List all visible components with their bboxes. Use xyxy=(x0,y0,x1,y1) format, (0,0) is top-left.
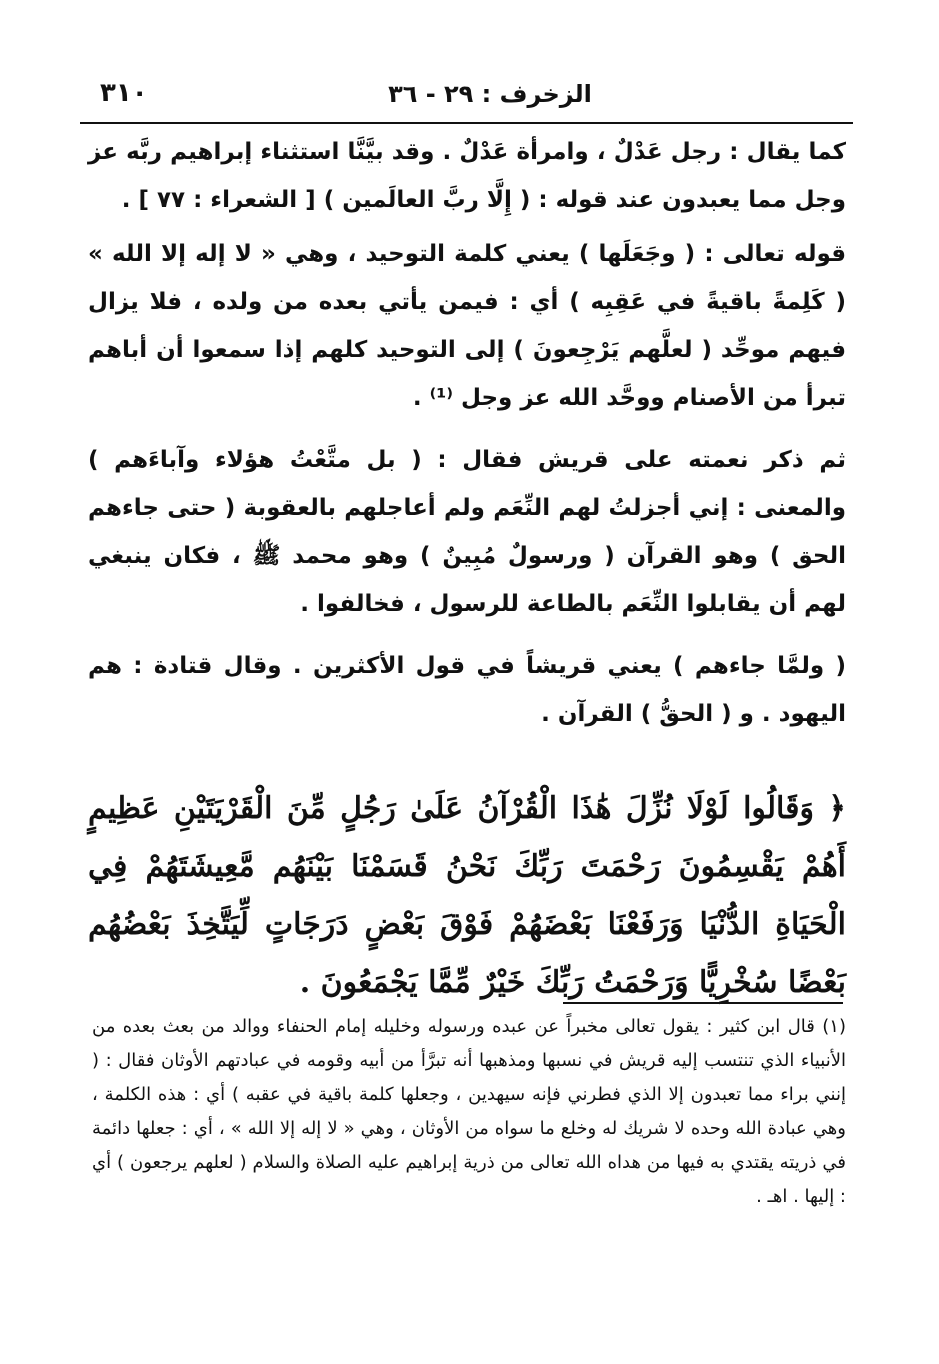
commentary-body xyxy=(88,128,846,738)
footnote-divider xyxy=(563,1002,843,1004)
running-title: الزخرف : ٢٩ - ٣٦ xyxy=(388,80,592,108)
footnote-1: (١) قال ابن كثير : يقول تعالى مخبراً عن عبده ورسوله وخليله إمام الحنفاء ووالد من بعث بعده من الأنبياء الذي تنتسب إليه قريش في نسبها ومذهبها أنه تبرَّأ من أبيه وقومه في عبادتهم الأوثان فقال : ( إنني براء مما تعبدون إلا الذي فطرني فإنه سيهدين ، وجعلها كلمة باقية في عقبه ) أي : هذه الكلمة ، وهي عبادة الله وحده لا شريك له وخلع ما سواه من الأوثان ، وهي « لا إله إلا الله » ، أي : جعلها دائمة في ذريته يقتدي به فيها من هداه الله تعالى من ذرية إبراهيم عليه الصلاة والسلام ( لعلهم يرجعون ) أي : إليها . اهـ . xyxy=(92,1016,846,1207)
paragraph-2 xyxy=(88,230,846,422)
header-divider xyxy=(80,122,853,124)
quran-verse: ﴿ وَقَالُوا لَوْلَا نُزِّلَ هَٰذَا الْقُرْآنُ عَلَىٰ رَجُلٍ مِّنَ الْقَرْيَتَيْنِ عَظِيمٍ أَهُمْ يَقْسِمُونَ رَحْمَتَ رَبِّكَ نَحْنُ قَسَمْنَا بَيْنَهُم مَّعِيشَتَهُمْ فِي الْحَيَاةِ الدُّنْيَا وَرَفَعْنَا بَعْضَهُمْ فَوْقَ بَعْضٍ دَرَجَاتٍ لِّيَتَّخِذَ بَعْضُهُم بَعْضًا سُخْرِيًّا وَرَحْمَتُ رَبِّكَ خَيْرٌ مِّمَّا يَجْمَعُونَ . xyxy=(88,791,846,1000)
page-header xyxy=(100,78,842,118)
paragraph-4: ( ولمَّا جاءهم ) يعني قريشاً في قول الأكثرين . وقال قتادة : هم اليهود . و ( الحقُّ ) القرآن . xyxy=(88,653,846,727)
page-number: ٣١٠ xyxy=(100,78,148,108)
paragraph-2-text: ( وجَعَلَها ) يعني كلمة التوحيد ، وهي « لا إله إلا الله » ( كَلِمةً باقيةً في عَقِبِه ) أي : فيمن يأتي بعده من ولده ، فلا يزال فيهم موحِّد ( لعلَّهم يَرْجِعونَ ) إلى التوحيد كلهم إذا سمعوا أن أباهم تبرأ من الأصنام ووحَّد الله عز وجل ⁽¹⁾ . xyxy=(88,241,846,411)
paragraph-1: كما يقال : رجل عَدْلٌ ، وامرأة عَدْلٌ . وقد بيَّنَّا استثناء إبراهيم ربَّه عز وجل مما يعبدون عند قوله : ( إِلَّا ربَّ العالَمين ) [ الشعراء : ٧٧ ] . xyxy=(88,139,846,213)
paragraph-3: ثم ذكر نعمته على قريش فقال : ( بل متَّعْتُ هؤلاء وآباءَهم ) والمعنى : إني أجزلتُ لهم النِّعَم ولم أعاجلهم بالعقوبة ( حتى جاءهم الحق ) وهو القرآن ( ورسولٌ مُبِينٌ ) وهو محمد ﷺ ، فكان ينبغي لهم أن يقابلوا النِّعَم بالطاعة للرسول ، فخالفوا . xyxy=(88,447,846,617)
footnotes xyxy=(92,1010,846,1214)
paragraph-2-label: قوله تعالى : xyxy=(704,241,847,267)
